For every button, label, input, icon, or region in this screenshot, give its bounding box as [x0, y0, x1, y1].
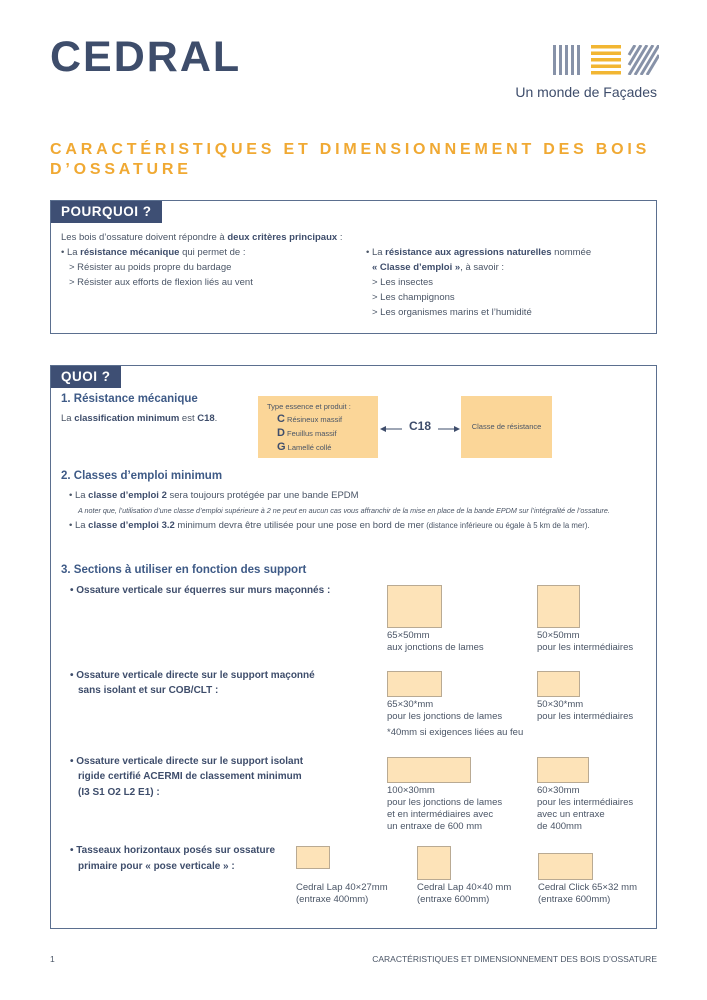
row2-c1-note: *40mm si exigences liées au feu: [387, 727, 524, 738]
section-50x50: [537, 585, 580, 628]
row3-c1-text: et en intermédiaires avec: [387, 809, 494, 820]
type-row-d: D Feuillus massif: [277, 427, 337, 439]
section-50x30: [537, 671, 580, 697]
row4-c2-text: (entraxe 600mm): [417, 894, 490, 905]
pourquoi-tab: POURQUOI ?: [51, 201, 162, 223]
brand-stripes-icon: [553, 45, 659, 75]
row3-c1-size: 100×30mm: [387, 785, 435, 796]
list-item: > Résister aux efforts de flexion liés au vent: [69, 277, 253, 288]
row1-c2-size: 50×50mm: [537, 630, 580, 641]
section-60x30: [537, 757, 589, 783]
row2-c2-size: 50×30*mm: [537, 699, 584, 710]
list-item: > Les organismes marins et l’humidité: [372, 307, 532, 318]
classification-text: La classification minimum est C18.: [61, 413, 218, 424]
type-row-g: G Lamellé collé: [277, 441, 332, 453]
c18-code: C18: [402, 418, 438, 434]
row1-c2-text: pour les intermédiaires: [537, 642, 634, 653]
section-cedral-lap-40x40: [417, 846, 451, 880]
row4-c3-text: (entraxe 600mm): [538, 894, 611, 905]
row2-label-2: sans isolant et sur COB/CLT :: [78, 685, 219, 696]
classe-emploi-32: • La classe d’emploi 3.2 minimum devra être utilisée pour une pose en bord de mer (distance inférieure ou égale à 5 km de la mer).: [69, 520, 590, 531]
classe-resistance-label: Classe de résistance: [471, 422, 542, 431]
page-number: 1: [50, 954, 55, 964]
row4-c3-text: Cedral Click 65×32 mm: [538, 882, 637, 893]
classe-resistance-box: [461, 396, 552, 458]
list-item: > Résister au poids propre du bardage: [69, 262, 232, 273]
row4-c1-text: Cedral Lap 40×27mm: [296, 882, 388, 893]
pourquoi-right-bullet: • La résistance aux agressions naturelles nommée: [366, 247, 592, 258]
row3-c1-text: un entraxe de 600 mm: [387, 821, 483, 832]
list-item: > Les champignons: [372, 292, 455, 303]
row3-c2-size: 60×30mm: [537, 785, 580, 796]
section-cedral-click-65x32: [538, 853, 593, 880]
footer-title: CARACTÉRISTIQUES ET DIMENSIONNEMENT DES BOIS D’OSSATURE: [372, 954, 657, 964]
section-100x30: [387, 757, 471, 783]
row3-label-2: rigide certifié ACERMI de classement minimum: [78, 771, 302, 782]
row3-c2-text: pour les intermédiaires: [537, 797, 634, 808]
quoi-tab: QUOI ?: [51, 366, 121, 388]
section-heading-resistance: 1. Résistance mécanique: [61, 393, 198, 405]
row1-label: • Ossature verticale sur équerres sur murs maçonnés :: [70, 585, 331, 596]
section-heading-classes: 2. Classes d’emploi minimum: [61, 470, 223, 482]
cedral-logo: CEDRAL: [50, 33, 242, 81]
epdm-note: A noter que, l’utilisation d’une classe d’emploi supérieure à 2 ne peut en aucun cas vous affranchir de la mise en place de la bande EPDM sur l’intégralité de l’ossature.: [78, 506, 610, 515]
row2-c1-size: 65×30*mm: [387, 699, 434, 710]
tagline: Un monde de Façades: [515, 84, 657, 100]
row2-label-1: • Ossature verticale directe sur le support maçonné: [70, 670, 315, 681]
pourquoi-left-bullet: • La résistance mécanique qui permet de :: [61, 247, 246, 258]
type-row-c: C Résineux massif: [277, 413, 343, 425]
row1-c1-size: 65×50mm: [387, 630, 430, 641]
row4-label-2: primaire pour « pose verticale » :: [78, 861, 235, 872]
page-title: CARACTÉRISTIQUES ET DIMENSIONNEMENT DES BOIS D’OSSATURE: [50, 141, 651, 178]
row2-c1-text: pour les jonctions de lames: [387, 711, 503, 722]
row4-c1-text: (entraxe 400mm): [296, 894, 369, 905]
section-65x30: [387, 671, 442, 697]
type-essence-title: Type essence et produit :: [267, 402, 351, 411]
section-65x50: [387, 585, 442, 628]
row3-c1-text: pour les jonctions de lames: [387, 797, 503, 808]
row4-label-1: • Tasseaux horizontaux posés sur ossature: [70, 845, 276, 856]
type-essence-box: [258, 396, 378, 458]
pourquoi-intro: Les bois d’ossature doivent répondre à deux critères principaux :: [61, 232, 343, 243]
row3-c2-text: de 400mm: [537, 821, 582, 832]
row3-c2-text: avec un entraxe: [537, 809, 605, 820]
classe-emploi-2: • La classe d’emploi 2 sera toujours protégée par une bande EPDM: [69, 490, 359, 501]
section-heading-sections: 3. Sections à utiliser en fonction des support: [61, 564, 307, 576]
row3-label-1: • Ossature verticale directe sur le support isolant: [70, 756, 304, 767]
row2-c2-text: pour les intermédiaires: [537, 711, 634, 722]
section-cedral-lap-40x27: [296, 846, 330, 869]
row3-label-3: (I3 S1 O2 L2 E1) :: [78, 787, 160, 798]
row1-c1-text: aux jonctions de lames: [387, 642, 484, 653]
list-item: > Les insectes: [372, 277, 433, 288]
row4-c2-text: Cedral Lap 40×40 mm: [417, 882, 512, 893]
pourquoi-right-line2: « Classe d’emploi », à savoir :: [372, 262, 505, 273]
